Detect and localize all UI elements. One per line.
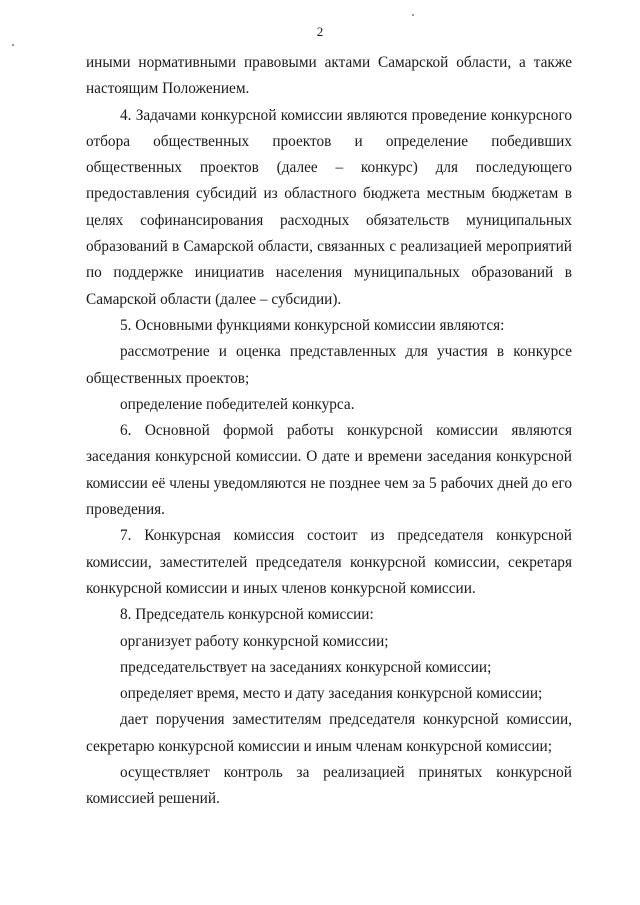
document-body (86, 50, 572, 813)
scan-speck (12, 44, 14, 46)
paragraph-function-winners: определение победителей конкурса. (120, 395, 355, 413)
paragraph-continuation: иными нормативными правовыми актами Самарской области, а также настоящим Положением. (86, 54, 572, 98)
page-number: 2 (316, 24, 324, 39)
paragraph-item-5: 5. Основными функциями конкурсной комиссии являются: (120, 316, 505, 334)
paragraph-function-review: рассмотрение и оценка представленных для участия в конкурсе общественных проектов; (86, 343, 572, 387)
paragraph-duty-chairs: председательствует на заседаниях конкурсной комиссии; (120, 658, 492, 676)
paragraph-duty-instructs: дает поручения заместителям председателя конкурсной комиссии, секретарю конкурсной комиссии и иным членам конкурсной комиссии; (86, 711, 572, 755)
paragraph-item-7: 7. Конкурсная комиссия состоит из председателя конкурсной комиссии, заместителей председателя конкурсной комиссии, секретаря конкурсной комиссии и иных членов конкурсной комиссии. (86, 527, 572, 597)
paragraph-duty-controls: осуществляет контроль за реализацией принятых конкурсной комиссией решений. (86, 764, 572, 808)
paragraph-item-4: 4. Задачами конкурсной комиссии являются проведение конкурсного отбора общественных проектов и определение победивших общественных проектов (далее – конкурс) для последующего предоставления субсидий из областного бюджета местным бюджетам в целях софинансирования расходных обязательств муниципальных образований в Самарской области, связанных с реализацией мероприятий по поддержке инициатив населения муниципальных образований в Самарской области (далее – субсидии). (86, 106, 572, 308)
paragraph-item-6: 6. Основной формой работы конкурсной комиссии являются заседания конкурсной комиссии. О дате и времени заседания конкурсной комиссии её члены уведомляются не позднее чем за 5 рабочих дней до его проведения. (86, 422, 572, 519)
paragraph-duty-schedules: определяет время, место и дату заседания конкурсной комиссии; (120, 685, 543, 703)
paragraph-duty-organizes: организует работу конкурсной комиссии; (120, 632, 389, 650)
scan-speck (412, 14, 414, 16)
paragraph-item-8: 8. Председатель конкурсной комиссии: (120, 606, 374, 624)
